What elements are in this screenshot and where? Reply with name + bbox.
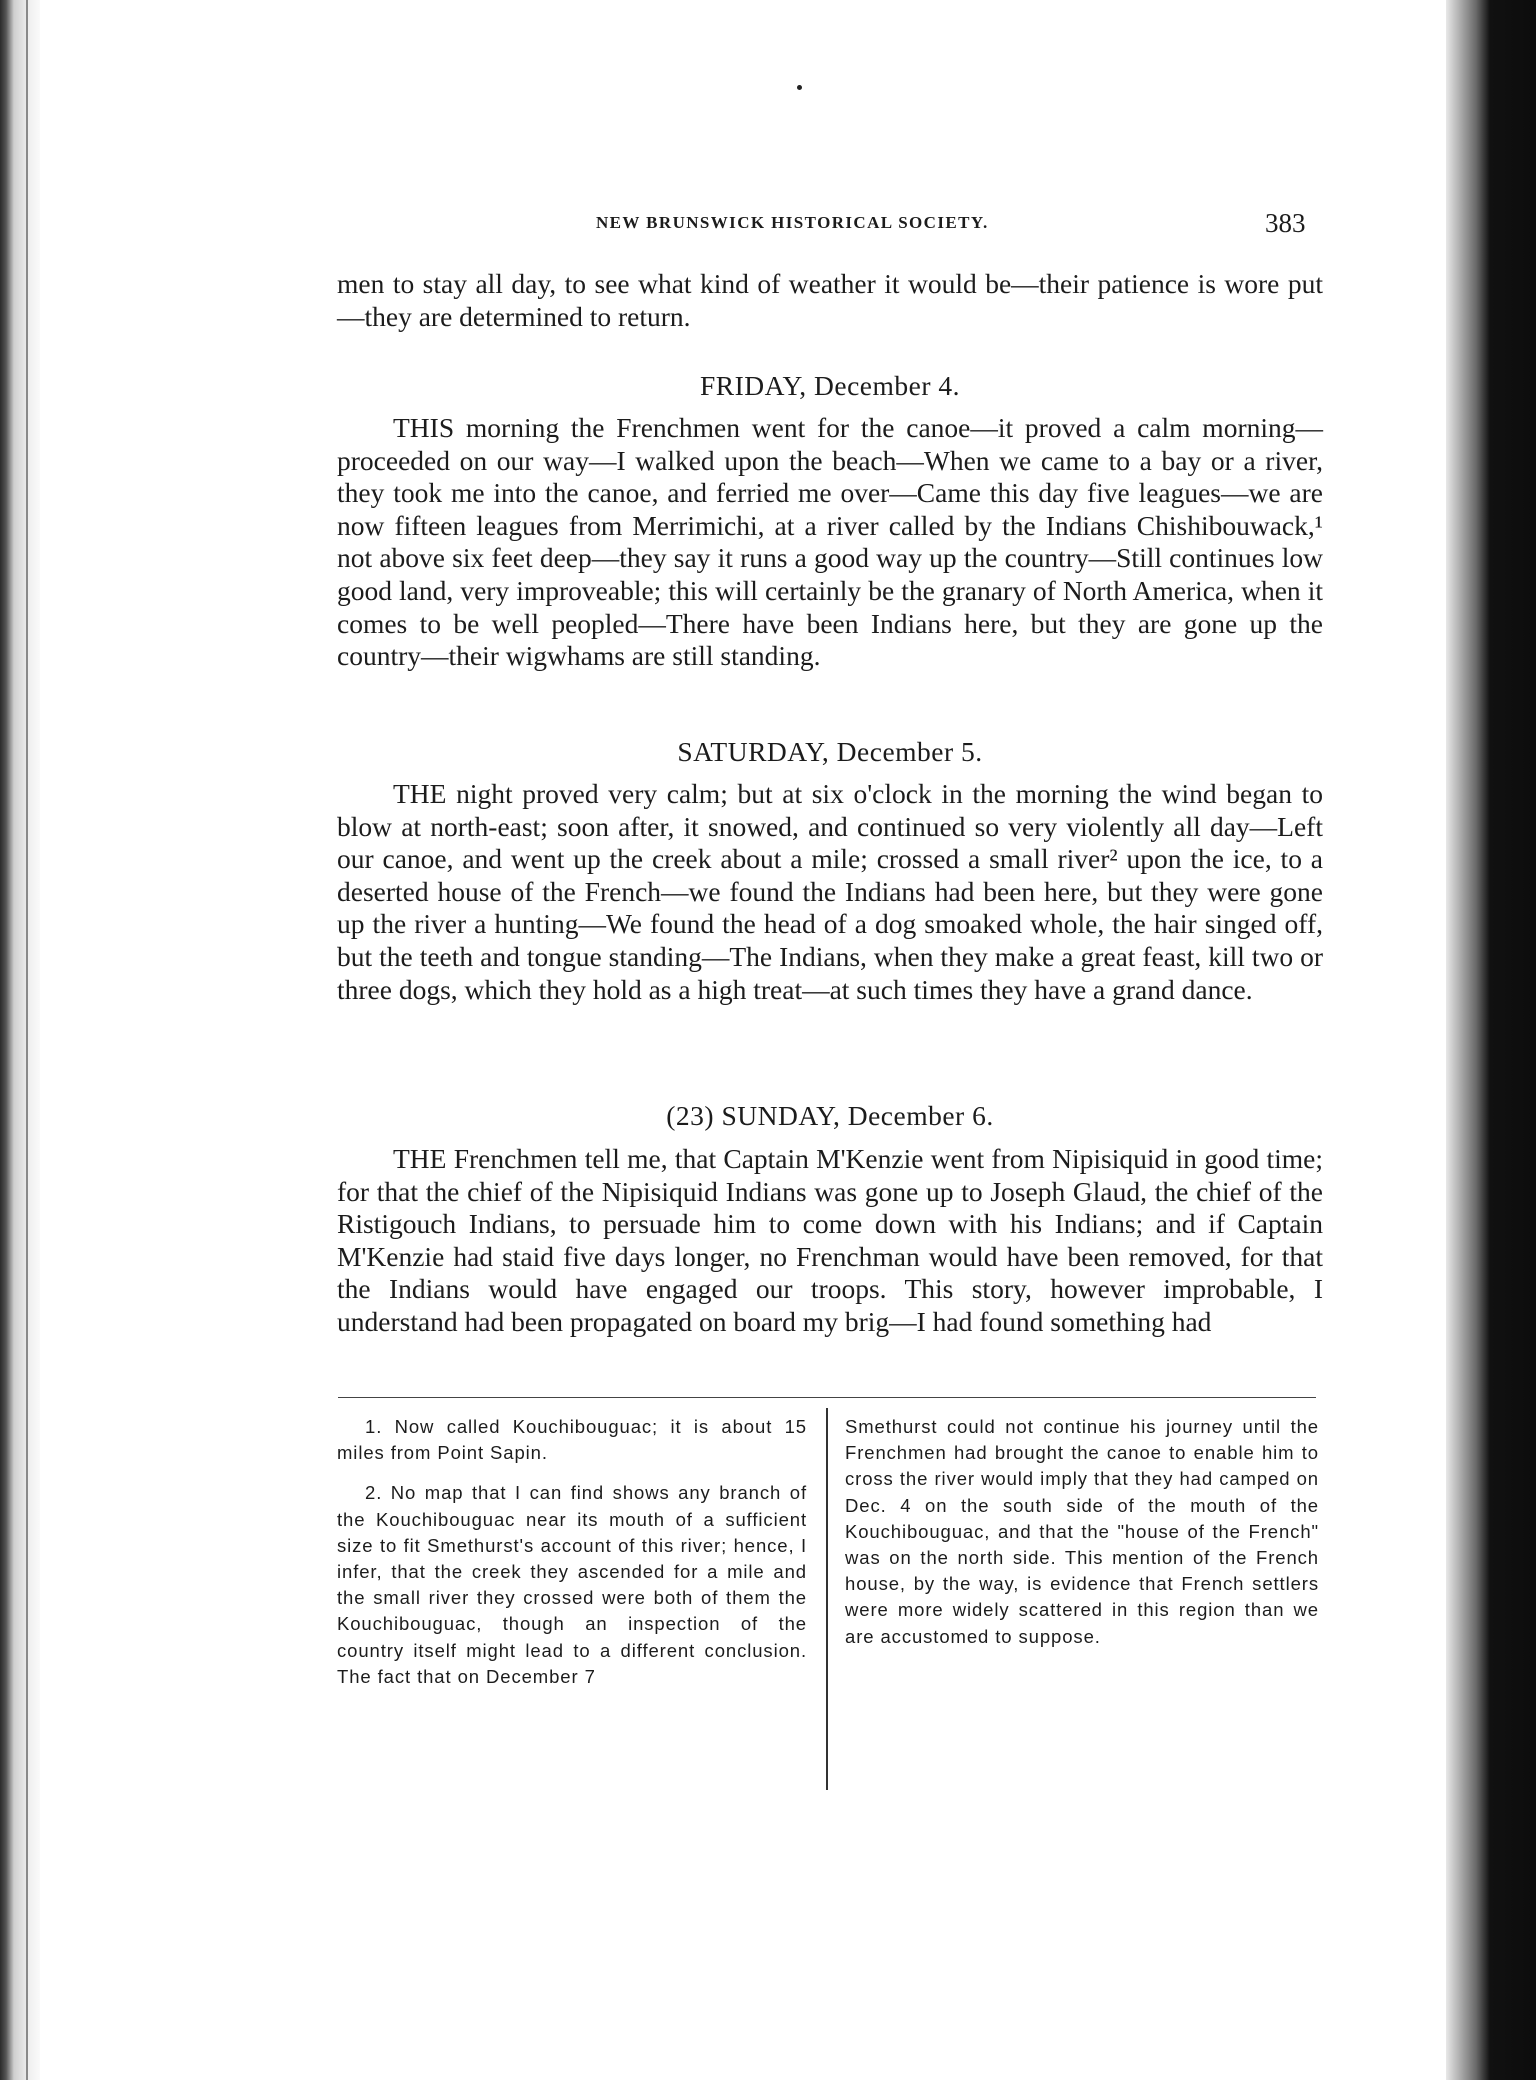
running-title: NEW BRUNSWICK HISTORICAL SOCIETY. bbox=[596, 213, 989, 232]
section-friday-body bbox=[337, 412, 1323, 673]
paragraph-continued: men to stay all day, to see what kind of weather it would be—their patience is wore put—they are determined to return. bbox=[337, 268, 1323, 332]
paragraph-sunday: THE Frenchmen tell me, that Captain M'Kenzie went from Nipisiquid in good time; for that the chief of the Nipisiquid Indians was gone up to Joseph Glaud, the chief of the Ristigouch Indians, to persuade him to come down with his Indians; and if Captain M'Kenzie had staid five days longer, no Frenchman would have been removed, for that the Indians would have engaged our troops. This story, however improbable, I understand had been propagated on board my brig—I had found something had bbox=[337, 1143, 1323, 1337]
footnote-1: 1. Now called Kouchibouguac; it is about 15 miles from Point Sapin. bbox=[337, 1416, 807, 1464]
section-heading-saturday: SATURDAY, December 5. bbox=[677, 736, 983, 767]
section-saturday-body bbox=[337, 778, 1323, 1006]
section-heading-friday: FRIDAY, December 4. bbox=[699, 370, 961, 401]
footnotes-left-column bbox=[337, 1414, 807, 1704]
footnote-2-continued: Smethurst could not continue his journey until the Frenchmen had brought the canoe to enable him to cross the river would imply that they had camped on Dec. 4 on the south side of the mouth of the Kouchibouguac, and that the "house of the French" was on the north side. This mention of the French house, by the way, is evidence that French settlers were more widely scattered in this region than we are accustomed to suppose. bbox=[845, 1416, 1319, 1647]
section-sunday-body bbox=[337, 1143, 1323, 1339]
footnote-column-divider bbox=[826, 1408, 828, 1790]
opening-paragraph bbox=[337, 268, 1323, 333]
footnote-divider bbox=[338, 1397, 1316, 1398]
paragraph-saturday: THE night proved very calm; but at six o'clock in the morning the wind began to blow at north-east; soon after, it snowed, and continued so very violently all day—Left our canoe, and went up the creek about a mile; crossed a small river² upon the ice, to a deserted house of the French—we found the Indians had been here, but they were gone up the river a hunting—We found the head of a dog smoaked whole, the hair singed off, but the teeth and tongue standing—The Indians, when they make a great feast, kill two or three dogs, which they hold as a high treat—at such times they have a grand dance. bbox=[337, 778, 1323, 1005]
page-number: 383 bbox=[1265, 208, 1306, 238]
section-heading-sunday: (23) SUNDAY, December 6. bbox=[666, 1100, 994, 1131]
facing-page-edge bbox=[1446, 0, 1536, 2080]
paragraph-friday: THIS morning the Frenchmen went for the canoe—it proved a calm morning—proceeded on our way—I walked upon the beach—When we came to a bay or a river, they took me into the canoe, and ferried me over—Came this day five leagues—we are now fifteen leagues from Merrimichi, at a river called by the Indians Chishibouwack,¹ not above six feet deep—they say it runs a good way up the country—Still continues low good land, very improveable; this will certainly be the granary of North America, when it comes to be well peopled—There have been Indians here, but they are gone up the country—their wigwhams are still standing. bbox=[337, 412, 1323, 672]
footnotes-right-column bbox=[845, 1414, 1319, 1664]
footnote-2: 2. No map that I can find shows any branch of the Kouchibouguac near its mouth of a sufficient size to fit Smethurst's account of this river; hence, I infer, that the creek they ascended for a mile and the small river they crossed were both of them the Kouchibouguac, though an inspection of the country itself might lead to a different conclusion. The fact that on December 7 bbox=[337, 1482, 807, 1687]
